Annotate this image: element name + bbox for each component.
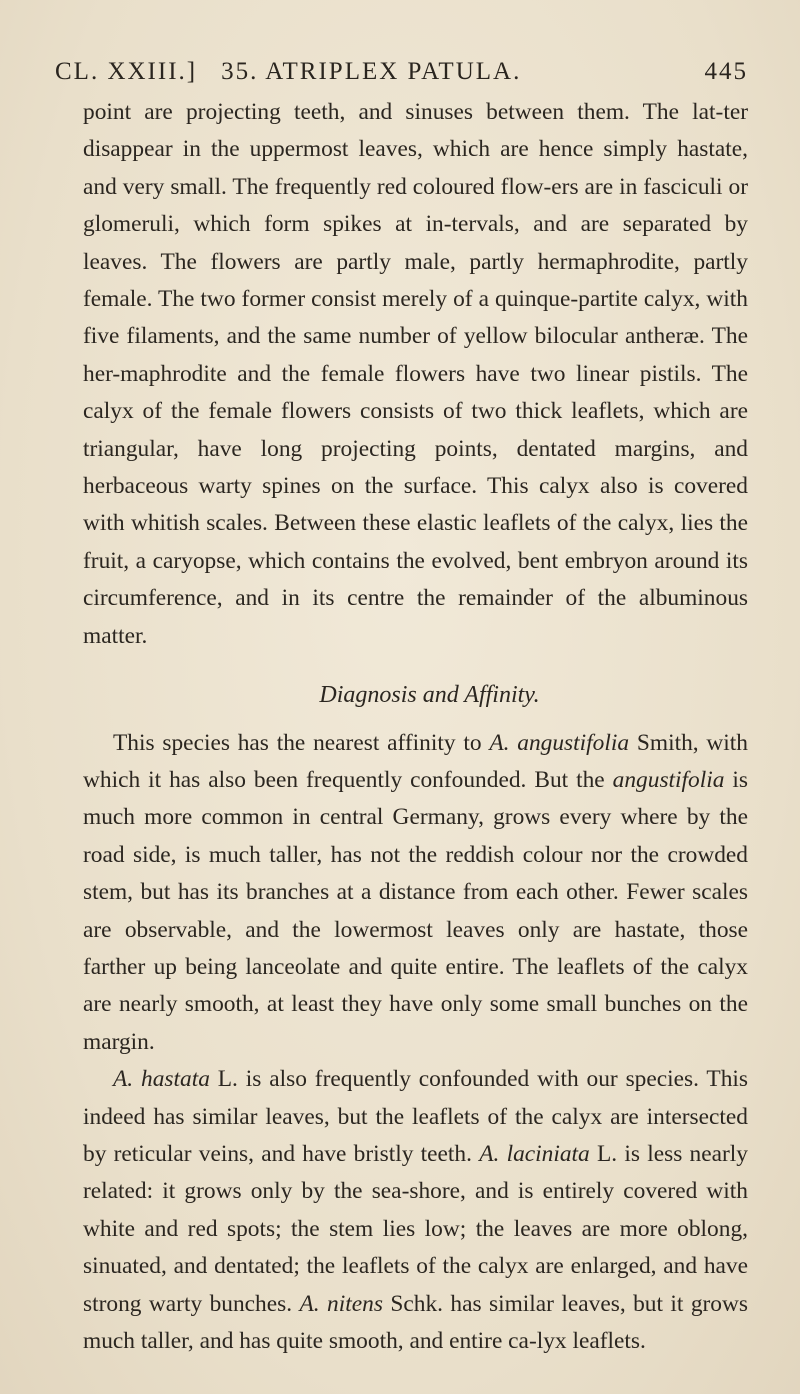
species-name: A. hastata — [113, 1066, 210, 1093]
section-heading: Diagnosis and Affinity. — [319, 682, 540, 709]
running-header — [55, 58, 748, 86]
page-title: 35. ATRIPLEX PATULA. — [221, 58, 522, 85]
main-text — [83, 94, 748, 1360]
chapter-reference: CL. XXIII.] — [55, 58, 198, 85]
paragraph-confusion: A. hastata L. is also frequently confounded with our species. This indeed has similar leaves, but the leaflets of the calyx are intersected by reticular veins, and have bristly teeth. A. laciniata L. is less nearly related: it grows only by the sea-shore, and is entirely covered with white and red spots; the stem lies low; the leaves are more oblong, sinuated, and dentated; the leaflets of the calyx are enlarged, and have strong warty bunches. A. nitens Schk. has similar leaves, but it grows much taller, and has quite smooth, and entire ca-lyx leaflets. — [83, 1066, 749, 1354]
page-number: 445 — [704, 58, 748, 85]
species-name: A. laciniata — [479, 1140, 590, 1167]
species-name: A. angustifolia — [489, 729, 630, 756]
paragraph-description: point are projecting teeth, and sinuses between them. The lat-ter disappear in the uppermost leaves, which are hence simply hastate, and very small. The frequently red coloured flow-ers are in fasciculi or glomeruli, which form spikes at in-tervals, and are separated by leaves. The flowers are partly male, partly hermaphrodite, partly female. The two former consist merely of a quinque-partite calyx, with five filaments, and the same number of yellow bilocular antheræ. The her-maphrodite and the female flowers have two linear pistils. The calyx of the female flowers consists of two thick leaflets, which are triangular, have long projecting points, dentated margins, and herbaceous warty spines on the surface. This calyx also is covered with whitish scales. Between these elastic leaflets of the calyx, lies the fruit, a caryopse, which contains the evolved, bent embryon around its circumference, and in its centre the remainder of the albuminous matter. — [83, 99, 748, 649]
species-name: angustifolia — [612, 766, 725, 793]
species-name: A. nitens — [299, 1290, 383, 1317]
paragraph-affinity: This species has the nearest affinity to A. angustifolia Smith, with which it has also been frequently confounded. But the angustifolia is much more common in central Germany, grows every where by the road side, is much taller, has not the reddish colour nor the crowded stem, but has its branches at a distance from each other. Fewer scales are observable, and the lowermost leaves only are hastate, those farther up being lanceolate and quite entire. The leaflets of the calyx are nearly smooth, at least they have only some small bunches on the margin. — [83, 729, 749, 1055]
